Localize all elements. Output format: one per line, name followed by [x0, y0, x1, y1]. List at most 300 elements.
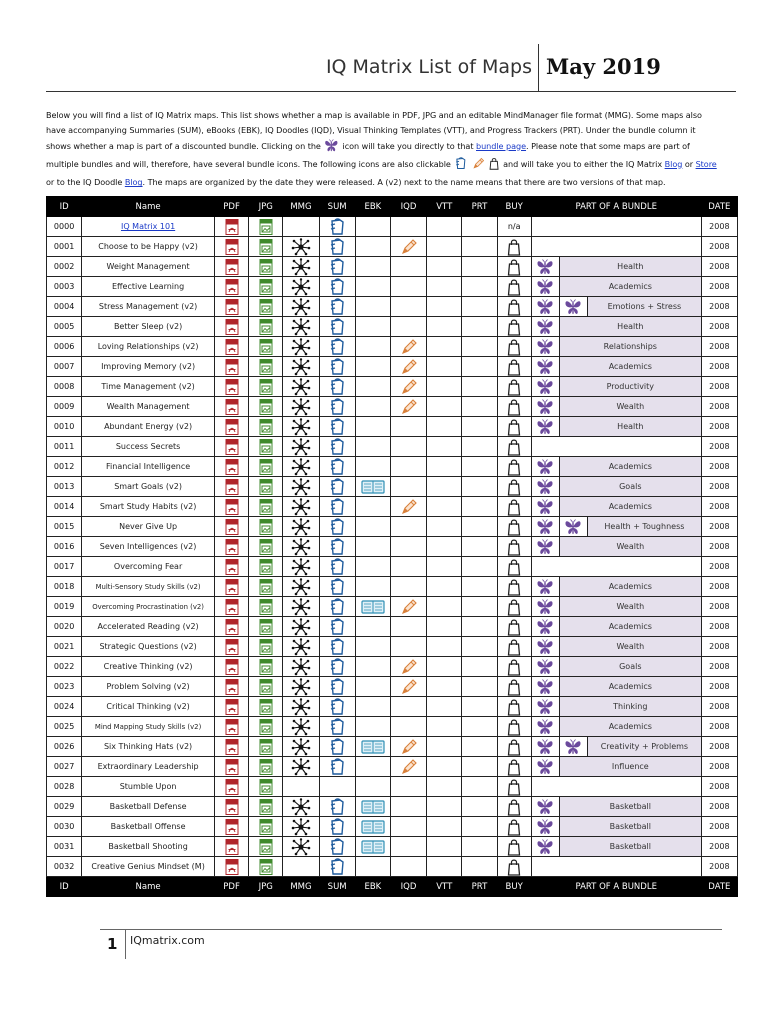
bundle-page-link[interactable]: bundle page — [476, 140, 527, 151]
iqd-cell[interactable] — [390, 677, 426, 697]
sum-cell[interactable] — [319, 237, 355, 257]
ebk-cell[interactable] — [355, 597, 390, 617]
pdf-cell[interactable] — [214, 277, 248, 297]
shopping-bag-icon[interactable] — [498, 738, 531, 756]
sum-cell[interactable] — [319, 337, 355, 357]
summary-document-icon[interactable] — [320, 458, 355, 476]
pdf-cell[interactable] — [214, 737, 248, 757]
pdf-file-icon[interactable] — [215, 799, 248, 815]
jpg-image-icon[interactable] — [249, 699, 282, 715]
bundle-butterfly-icon[interactable] — [560, 299, 587, 315]
pdf-cell[interactable] — [214, 377, 248, 397]
pdf-file-icon[interactable] — [215, 599, 248, 615]
jpg-image-icon[interactable] — [249, 579, 282, 595]
summary-document-icon[interactable] — [320, 798, 355, 816]
bundle-icon-cell[interactable] — [531, 497, 559, 517]
iqd-cell[interactable] — [390, 337, 426, 357]
store-link[interactable]: Store — [695, 158, 717, 169]
sum-cell[interactable] — [319, 557, 355, 577]
bundle-butterfly-icon[interactable] — [532, 659, 559, 675]
shopping-bag-icon[interactable] — [498, 398, 531, 416]
sum-cell[interactable] — [319, 857, 355, 877]
sum-cell[interactable] — [319, 257, 355, 277]
shopping-bag-icon[interactable] — [498, 538, 531, 556]
jpg-cell[interactable] — [249, 477, 283, 497]
bundle-butterfly-icon[interactable] — [532, 699, 559, 715]
pdf-file-icon[interactable] — [215, 419, 248, 435]
bundle-icon-cell[interactable] — [531, 757, 559, 777]
mindmap-node-icon[interactable] — [283, 398, 318, 416]
mindmap-node-icon[interactable] — [283, 758, 318, 776]
pencil-doodle-icon[interactable] — [391, 398, 426, 416]
jpg-cell[interactable] — [249, 417, 283, 437]
jpg-cell[interactable] — [249, 297, 283, 317]
mmg-cell[interactable] — [283, 697, 319, 717]
buy-cell[interactable] — [497, 857, 531, 877]
ebook-icon[interactable] — [356, 799, 390, 815]
summary-document-icon[interactable] — [320, 558, 355, 576]
jpg-cell[interactable] — [249, 577, 283, 597]
bundle-butterfly-icon[interactable] — [532, 539, 559, 555]
pdf-file-icon[interactable] — [215, 699, 248, 715]
jpg-cell[interactable] — [249, 777, 283, 797]
jpg-image-icon[interactable] — [249, 539, 282, 555]
bundle-butterfly-icon[interactable] — [532, 619, 559, 635]
pdf-file-icon[interactable] — [215, 359, 248, 375]
bundle-icon-cell[interactable] — [531, 377, 559, 397]
mindmap-node-icon[interactable] — [283, 358, 318, 376]
shopping-bag-icon[interactable] — [498, 638, 531, 656]
mindmap-node-icon[interactable] — [283, 798, 318, 816]
mmg-cell[interactable] — [283, 397, 319, 417]
bundle-icon-cell[interactable] — [531, 737, 559, 757]
sum-cell[interactable] — [319, 737, 355, 757]
bundle-icon-cell[interactable] — [531, 577, 559, 597]
bundle-icon-cell[interactable] — [531, 597, 559, 617]
jpg-cell[interactable] — [249, 797, 283, 817]
jpg-image-icon[interactable] — [249, 659, 282, 675]
jpg-cell[interactable] — [249, 617, 283, 637]
mindmap-node-icon[interactable] — [283, 598, 318, 616]
mmg-cell[interactable] — [283, 577, 319, 597]
pdf-file-icon[interactable] — [215, 479, 248, 495]
bundle-butterfly-icon[interactable] — [532, 519, 559, 535]
mindmap-node-icon[interactable] — [283, 638, 318, 656]
jpg-cell[interactable] — [249, 437, 283, 457]
pdf-file-icon[interactable] — [215, 539, 248, 555]
mindmap-node-icon[interactable] — [283, 338, 318, 356]
pdf-cell[interactable] — [214, 417, 248, 437]
bundle-icon-cell[interactable] — [531, 317, 559, 337]
pdf-file-icon[interactable] — [215, 819, 248, 835]
jpg-image-icon[interactable] — [249, 319, 282, 335]
ebook-icon[interactable] — [356, 479, 390, 495]
pdf-cell[interactable] — [214, 217, 248, 237]
pdf-file-icon[interactable] — [215, 659, 248, 675]
pdf-cell[interactable] — [214, 457, 248, 477]
pdf-cell[interactable] — [214, 617, 248, 637]
mmg-cell[interactable] — [283, 417, 319, 437]
iqd-cell[interactable] — [390, 737, 426, 757]
jpg-image-icon[interactable] — [249, 219, 282, 235]
jpg-image-icon[interactable] — [249, 459, 282, 475]
summary-document-icon[interactable] — [320, 858, 355, 876]
mmg-cell[interactable] — [283, 557, 319, 577]
mmg-cell[interactable] — [283, 457, 319, 477]
buy-cell[interactable] — [497, 577, 531, 597]
jpg-cell[interactable] — [249, 517, 283, 537]
buy-cell[interactable] — [497, 377, 531, 397]
jpg-cell[interactable] — [249, 277, 283, 297]
jpg-image-icon[interactable] — [249, 419, 282, 435]
buy-cell[interactable] — [497, 697, 531, 717]
jpg-image-icon[interactable] — [249, 759, 282, 775]
bundle-butterfly-icon[interactable] — [532, 359, 559, 375]
shopping-bag-icon[interactable] — [498, 278, 531, 296]
mmg-cell[interactable] — [283, 297, 319, 317]
pdf-file-icon[interactable] — [215, 779, 248, 795]
mindmap-node-icon[interactable] — [283, 578, 318, 596]
mmg-cell[interactable] — [283, 237, 319, 257]
mindmap-node-icon[interactable] — [283, 438, 318, 456]
jpg-cell[interactable] — [249, 257, 283, 277]
summary-document-icon[interactable] — [320, 758, 355, 776]
pencil-doodle-icon[interactable] — [391, 738, 426, 756]
buy-cell[interactable] — [497, 637, 531, 657]
buy-cell[interactable] — [497, 497, 531, 517]
mmg-cell[interactable] — [283, 357, 319, 377]
pdf-file-icon[interactable] — [215, 759, 248, 775]
summary-document-icon[interactable] — [320, 738, 355, 756]
iq-doodle-blog-link[interactable]: Blog — [124, 177, 143, 188]
ebk-cell[interactable] — [355, 797, 390, 817]
summary-document-icon[interactable] — [320, 218, 355, 236]
pdf-file-icon[interactable] — [215, 339, 248, 355]
bundle-butterfly-icon[interactable] — [532, 419, 559, 435]
jpg-cell[interactable] — [249, 837, 283, 857]
buy-cell[interactable] — [497, 737, 531, 757]
map-name-link[interactable]: IQ Matrix 101 — [120, 222, 176, 231]
bundle-icon-cell[interactable] — [531, 837, 559, 857]
pdf-file-icon[interactable] — [215, 299, 248, 315]
bundle-butterfly-icon[interactable] — [532, 319, 559, 335]
summary-document-icon[interactable] — [320, 278, 355, 296]
buy-cell[interactable] — [497, 817, 531, 837]
bundle-icon-cell[interactable] — [531, 697, 559, 717]
ebook-icon[interactable] — [356, 739, 390, 755]
shopping-bag-icon[interactable] — [498, 338, 531, 356]
shopping-bag-icon[interactable] — [498, 718, 531, 736]
summary-document-icon[interactable] — [320, 298, 355, 316]
jpg-cell[interactable] — [249, 657, 283, 677]
pdf-file-icon[interactable] — [215, 219, 248, 235]
buy-cell[interactable] — [497, 417, 531, 437]
jpg-image-icon[interactable] — [249, 619, 282, 635]
mmg-cell[interactable] — [283, 737, 319, 757]
pdf-cell[interactable] — [214, 477, 248, 497]
jpg-image-icon[interactable] — [249, 259, 282, 275]
buy-cell[interactable] — [497, 717, 531, 737]
shopping-bag-icon[interactable] — [498, 758, 531, 776]
summary-document-icon[interactable] — [320, 418, 355, 436]
jpg-cell[interactable] — [249, 237, 283, 257]
bundle-butterfly-icon[interactable] — [532, 759, 559, 775]
iqd-cell[interactable] — [390, 657, 426, 677]
map-name[interactable] — [82, 217, 215, 237]
jpg-cell[interactable] — [249, 217, 283, 237]
sum-cell[interactable] — [319, 297, 355, 317]
mindmap-node-icon[interactable] — [283, 698, 318, 716]
jpg-cell[interactable] — [249, 397, 283, 417]
buy-cell[interactable] — [497, 457, 531, 477]
summary-document-icon[interactable] — [320, 238, 355, 256]
pdf-file-icon[interactable] — [215, 839, 248, 855]
mindmap-node-icon[interactable] — [283, 238, 318, 256]
pdf-file-icon[interactable] — [215, 859, 248, 875]
jpg-image-icon[interactable] — [249, 439, 282, 455]
mindmap-node-icon[interactable] — [283, 278, 318, 296]
summary-document-icon[interactable] — [320, 378, 355, 396]
buy-cell[interactable] — [497, 297, 531, 317]
mindmap-node-icon[interactable] — [283, 418, 318, 436]
bundle-butterfly-icon[interactable] — [532, 459, 559, 475]
bundle-butterfly-icon[interactable] — [532, 819, 559, 835]
jpg-image-icon[interactable] — [249, 639, 282, 655]
pdf-file-icon[interactable] — [215, 519, 248, 535]
jpg-cell[interactable] — [249, 717, 283, 737]
buy-cell[interactable] — [497, 397, 531, 417]
summary-document-icon[interactable] — [320, 438, 355, 456]
pdf-cell[interactable] — [214, 497, 248, 517]
jpg-image-icon[interactable] — [249, 339, 282, 355]
ebk-cell[interactable] — [355, 837, 390, 857]
iqd-cell[interactable] — [390, 377, 426, 397]
bundle-icon-cell[interactable] — [531, 657, 559, 677]
jpg-cell[interactable] — [249, 817, 283, 837]
sum-cell[interactable] — [319, 717, 355, 737]
summary-document-icon[interactable] — [320, 398, 355, 416]
iqd-cell[interactable] — [390, 757, 426, 777]
mmg-cell[interactable] — [283, 657, 319, 677]
bundle-icon-cell[interactable] — [531, 257, 559, 277]
buy-cell[interactable] — [497, 257, 531, 277]
bundle-butterfly-icon[interactable] — [532, 599, 559, 615]
mindmap-node-icon[interactable] — [283, 458, 318, 476]
bundle-icon-cell[interactable] — [531, 277, 559, 297]
buy-cell[interactable] — [497, 437, 531, 457]
summary-document-icon[interactable] — [320, 538, 355, 556]
pencil-doodle-icon[interactable] — [391, 338, 426, 356]
bundle-icon-cell[interactable] — [531, 517, 559, 537]
pencil-doodle-icon[interactable] — [391, 498, 426, 516]
mmg-cell[interactable] — [283, 617, 319, 637]
sum-cell[interactable] — [319, 797, 355, 817]
jpg-image-icon[interactable] — [249, 519, 282, 535]
jpg-image-icon[interactable] — [249, 739, 282, 755]
pdf-file-icon[interactable] — [215, 619, 248, 635]
pdf-file-icon[interactable] — [215, 459, 248, 475]
ebk-cell[interactable] — [355, 737, 390, 757]
bundle-icon-cell[interactable] — [531, 457, 559, 477]
pdf-cell[interactable] — [214, 437, 248, 457]
sum-cell[interactable] — [319, 677, 355, 697]
summary-document-icon[interactable] — [320, 838, 355, 856]
bundle-icon-cell[interactable] — [531, 297, 559, 317]
buy-cell[interactable] — [497, 337, 531, 357]
bundle-icon-cell[interactable] — [531, 417, 559, 437]
shopping-bag-icon[interactable] — [498, 458, 531, 476]
pencil-doodle-icon[interactable] — [391, 678, 426, 696]
jpg-image-icon[interactable] — [249, 779, 282, 795]
bundle-icon-cell[interactable] — [531, 717, 559, 737]
sum-cell[interactable] — [319, 617, 355, 637]
shopping-bag-icon[interactable] — [498, 478, 531, 496]
sum-cell[interactable] — [319, 637, 355, 657]
summary-document-icon[interactable] — [320, 658, 355, 676]
jpg-cell[interactable] — [249, 677, 283, 697]
summary-document-icon[interactable] — [320, 598, 355, 616]
pdf-cell[interactable] — [214, 677, 248, 697]
mmg-cell[interactable] — [283, 277, 319, 297]
mmg-cell[interactable] — [283, 537, 319, 557]
shopping-bag-icon[interactable] — [498, 618, 531, 636]
mmg-cell[interactable] — [283, 257, 319, 277]
pdf-cell[interactable] — [214, 337, 248, 357]
mmg-cell[interactable] — [283, 837, 319, 857]
mindmap-node-icon[interactable] — [283, 658, 318, 676]
mindmap-node-icon[interactable] — [283, 518, 318, 536]
jpg-image-icon[interactable] — [249, 299, 282, 315]
bundle-butterfly-icon[interactable] — [532, 639, 559, 655]
sum-cell[interactable] — [319, 837, 355, 857]
summary-document-icon[interactable] — [320, 678, 355, 696]
sum-cell[interactable] — [319, 217, 355, 237]
pdf-file-icon[interactable] — [215, 679, 248, 695]
shopping-bag-icon[interactable] — [498, 678, 531, 696]
jpg-image-icon[interactable] — [249, 679, 282, 695]
jpg-image-icon[interactable] — [249, 559, 282, 575]
mindmap-node-icon[interactable] — [283, 718, 318, 736]
pencil-doodle-icon[interactable] — [391, 358, 426, 376]
jpg-cell[interactable] — [249, 377, 283, 397]
mindmap-node-icon[interactable] — [283, 558, 318, 576]
mmg-cell[interactable] — [283, 517, 319, 537]
shopping-bag-icon[interactable] — [498, 698, 531, 716]
shopping-bag-icon[interactable] — [498, 498, 531, 516]
buy-cell[interactable] — [497, 557, 531, 577]
pdf-cell[interactable] — [214, 237, 248, 257]
buy-cell[interactable] — [497, 277, 531, 297]
bundle-butterfly-icon[interactable] — [532, 379, 559, 395]
summary-document-icon[interactable] — [320, 358, 355, 376]
bundle-butterfly-icon[interactable] — [532, 739, 559, 755]
shopping-bag-icon[interactable] — [498, 418, 531, 436]
jpg-cell[interactable] — [249, 357, 283, 377]
summary-document-icon[interactable] — [454, 157, 467, 175]
sum-cell[interactable] — [319, 377, 355, 397]
mmg-cell[interactable] — [283, 637, 319, 657]
summary-document-icon[interactable] — [320, 518, 355, 536]
shopping-bag-icon[interactable] — [498, 558, 531, 576]
jpg-cell[interactable] — [249, 557, 283, 577]
pdf-cell[interactable] — [214, 777, 248, 797]
sum-cell[interactable] — [319, 537, 355, 557]
sum-cell[interactable] — [319, 357, 355, 377]
jpg-cell[interactable] — [249, 857, 283, 877]
jpg-image-icon[interactable] — [249, 239, 282, 255]
buy-cell[interactable] — [497, 317, 531, 337]
bundle-butterfly-icon[interactable] — [532, 299, 559, 315]
bundle-icon-cell[interactable] — [559, 517, 587, 537]
iqd-cell[interactable] — [390, 497, 426, 517]
buy-cell[interactable] — [497, 797, 531, 817]
bundle-butterfly-icon[interactable] — [532, 719, 559, 735]
jpg-image-icon[interactable] — [249, 279, 282, 295]
shopping-bag-icon[interactable] — [498, 298, 531, 316]
mindmap-node-icon[interactable] — [283, 538, 318, 556]
pdf-cell[interactable] — [214, 577, 248, 597]
shopping-bag-icon[interactable] — [498, 858, 531, 876]
mmg-cell[interactable] — [283, 797, 319, 817]
pdf-cell[interactable] — [214, 837, 248, 857]
summary-document-icon[interactable] — [320, 698, 355, 716]
pdf-cell[interactable] — [214, 857, 248, 877]
mmg-cell[interactable] — [283, 817, 319, 837]
shopping-bag-icon[interactable] — [498, 598, 531, 616]
bundle-butterfly-icon[interactable] — [532, 839, 559, 855]
sum-cell[interactable] — [319, 457, 355, 477]
pdf-cell[interactable] — [214, 397, 248, 417]
mmg-cell[interactable] — [283, 497, 319, 517]
sum-cell[interactable] — [319, 317, 355, 337]
bundle-butterfly-icon[interactable] — [532, 259, 559, 275]
sum-cell[interactable] — [319, 517, 355, 537]
bundle-butterfly-icon[interactable] — [532, 339, 559, 355]
ebook-icon[interactable] — [356, 599, 390, 615]
iqd-cell[interactable] — [390, 357, 426, 377]
sum-cell[interactable] — [319, 757, 355, 777]
pdf-cell[interactable] — [214, 597, 248, 617]
buy-cell[interactable] — [497, 837, 531, 857]
jpg-cell[interactable] — [249, 737, 283, 757]
jpg-image-icon[interactable] — [249, 819, 282, 835]
pdf-cell[interactable] — [214, 357, 248, 377]
bundle-icon-cell[interactable] — [531, 477, 559, 497]
buy-cell[interactable] — [497, 757, 531, 777]
shopping-bag-icon[interactable] — [498, 378, 531, 396]
pencil-doodle-icon[interactable] — [391, 658, 426, 676]
jpg-image-icon[interactable] — [249, 379, 282, 395]
pdf-cell[interactable] — [214, 317, 248, 337]
mindmap-node-icon[interactable] — [283, 498, 318, 516]
shopping-bag-icon[interactable] — [498, 778, 531, 796]
jpg-cell[interactable] — [249, 337, 283, 357]
pdf-cell[interactable] — [214, 537, 248, 557]
sum-cell[interactable] — [319, 657, 355, 677]
jpg-cell[interactable] — [249, 317, 283, 337]
sum-cell[interactable] — [319, 277, 355, 297]
buy-cell[interactable] — [497, 617, 531, 637]
shopping-bag-icon[interactable] — [498, 578, 531, 596]
mindmap-node-icon[interactable] — [283, 478, 318, 496]
bundle-butterfly-icon[interactable] — [532, 399, 559, 415]
mindmap-node-icon[interactable] — [283, 818, 318, 836]
bundle-butterfly-icon[interactable] — [532, 799, 559, 815]
bundle-icon-cell[interactable] — [531, 537, 559, 557]
jpg-image-icon[interactable] — [249, 799, 282, 815]
pdf-file-icon[interactable] — [215, 279, 248, 295]
iqd-cell[interactable] — [390, 237, 426, 257]
